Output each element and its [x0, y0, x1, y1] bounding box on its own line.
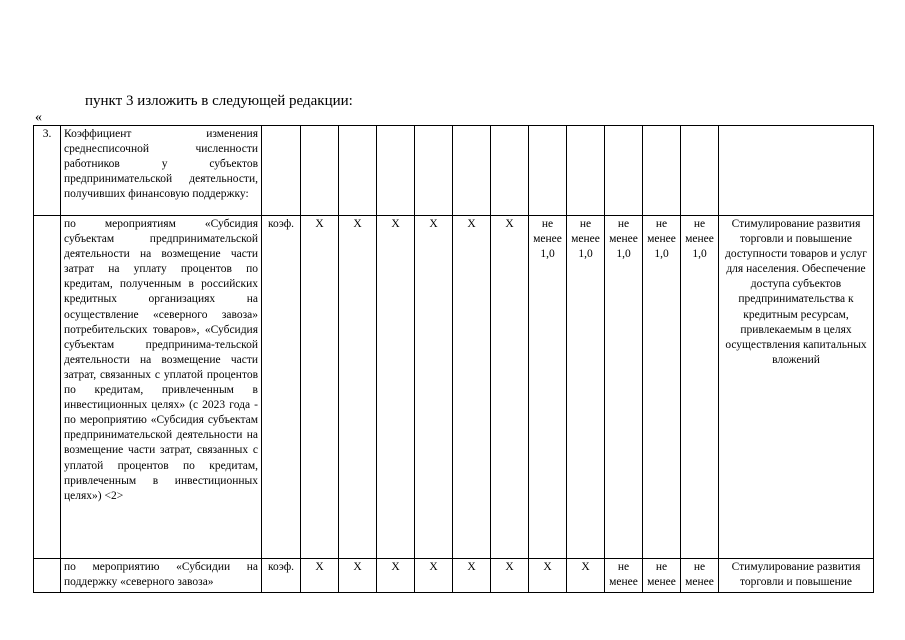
value-cell: X — [453, 216, 491, 559]
indicator-description: Коэффициент изменения среднесписочной численности работников у субъектов предпринимательской деятельности, получивших финансовую поддержку: — [61, 126, 262, 216]
table-row — [34, 126, 874, 216]
value-cell — [643, 126, 681, 216]
expected-result — [719, 126, 874, 216]
value-cell — [339, 126, 377, 216]
row-number: 3. — [34, 126, 61, 216]
amendment-intro: пункт 3 изложить в следующей редакции: — [85, 93, 353, 109]
value-cell: X — [491, 559, 529, 593]
value-cell: X — [415, 559, 453, 593]
value-cell — [453, 126, 491, 216]
unit-cell — [262, 126, 301, 216]
value-cell: не менее — [605, 559, 643, 593]
value-cell: X — [491, 216, 529, 559]
value-cell — [415, 126, 453, 216]
value-cell: X — [415, 216, 453, 559]
value-cell: X — [339, 216, 377, 559]
value-cell: не менее — [643, 559, 681, 593]
value-cell: X — [529, 559, 567, 593]
table-row — [34, 216, 874, 559]
value-cell: не менее 1,0 — [605, 216, 643, 559]
indicator-description: по мероприятиям «Субсидия субъектам предпринимательской деятельности на возмещение части затрат на уплату процентов по кредитам, полученным в российских кредитных организациях на осуществление «северного завоза» потребительских товаров», «Субсидия субъектам предпринима-тельской деятельности на возмещение части затрат, связанных с уплатой процентов по кредитам, привлеченным в инвестиционных целях» (с 2023 года - по мероприятию «Субсидия субъектам предпринимательской деятельности на возмещение части затрат, связанных с уплатой процентов по кредитам, привлеченным в инвестиционных целях») <2> — [61, 216, 262, 559]
opening-quote: « — [35, 110, 42, 125]
value-cell — [681, 126, 719, 216]
unit-cell: коэф. — [262, 559, 301, 593]
value-cell: не менее 1,0 — [567, 216, 605, 559]
value-cell — [529, 126, 567, 216]
value-cell: X — [339, 559, 377, 593]
value-cell: не менее — [681, 559, 719, 593]
value-cell: X — [377, 559, 415, 593]
indicator-description: по мероприятию «Субсидии на поддержку «северного завоза» — [61, 559, 262, 593]
value-cell: не менее 1,0 — [529, 216, 567, 559]
row-number — [34, 559, 61, 593]
value-cell — [567, 126, 605, 216]
value-cell: не менее 1,0 — [643, 216, 681, 559]
indicators-table — [33, 125, 874, 593]
table-row — [34, 559, 874, 593]
value-cell: X — [453, 559, 491, 593]
value-cell — [491, 126, 529, 216]
expected-result: Стимулирование развития торговли и повышение доступности товаров и услуг для населения. Обеспечение доступа субъектов предпринимательства к кредитным ресурсам, привлекаемым в целях осуществления капитальных вложений — [719, 216, 874, 559]
value-cell: X — [301, 216, 339, 559]
value-cell: не менее 1,0 — [681, 216, 719, 559]
value-cell — [377, 126, 415, 216]
value-cell: X — [377, 216, 415, 559]
value-cell: X — [301, 559, 339, 593]
unit-cell: коэф. — [262, 216, 301, 559]
expected-result: Стимулирование развития торговли и повышение — [719, 559, 874, 593]
value-cell: X — [567, 559, 605, 593]
value-cell — [301, 126, 339, 216]
row-number — [34, 216, 61, 559]
value-cell — [605, 126, 643, 216]
